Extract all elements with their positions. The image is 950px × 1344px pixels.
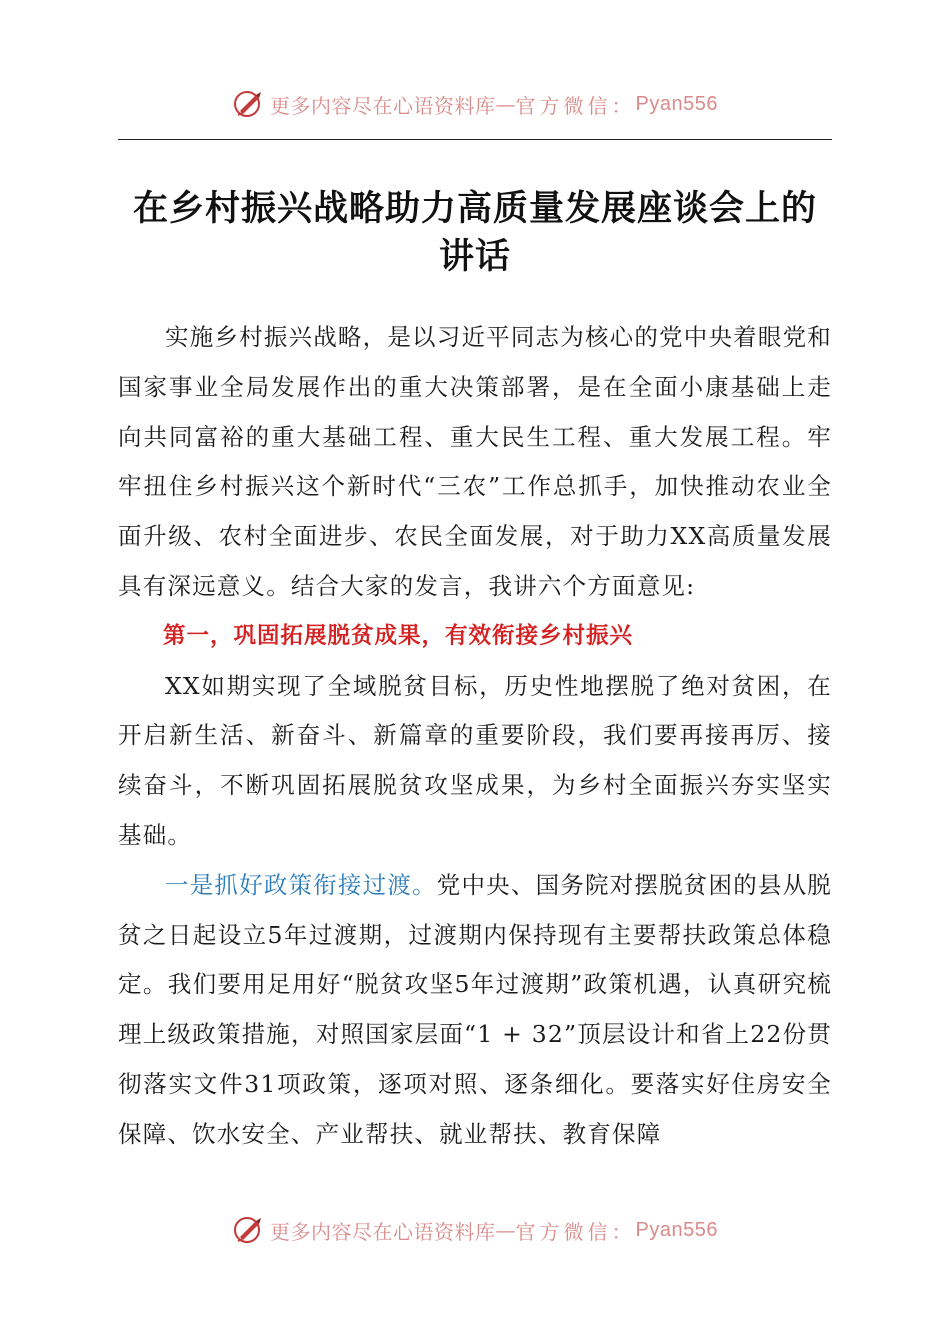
footer-watermark-separator: — — [495, 1218, 516, 1242]
point-1-body: 党中央、国务院对摆脱贫困的县从脱贫之日起设立5年过渡期，过渡期内保持现有主要帮扶政策总体稳定。我们要用足用好“脱贫攻坚5年过渡期”政策机遇，认真研究梳理上级政策措施，对照国家层面“1 + 32”顶层设计和省上22份贯彻落实文件31项政策，逐项对照、逐条细化。要落实好住房安全保障、饮水安全、产业帮扶、就业帮扶、教育保障 — [118, 870, 833, 1148]
intro-paragraph: 实施乡村振兴战略，是以习近平同志为核心的党中央着眼党和国家事业全局发展作出的重大决策部署，是在全面小康基础上走向共同富裕的重大基础工程、重大民生工程、重大发展工程。牢牢扭住乡村振兴这个新时代“三农”工作总抓手，加快推动农业全面升级、农村全面进步、农民全面发展，对于助力XX高质量发展具有深远意义。结合大家的发言，我讲六个方面意见: — [118, 323, 832, 600]
footer-watermark — [0, 1210, 950, 1250]
header-divider — [118, 139, 832, 140]
section-heading-1: 第一，巩固拓展脱贫成果，有效衔接乡村振兴 — [163, 622, 634, 649]
watermark-brand: 更多内容尽在心语资料库 — [270, 93, 496, 118]
watermark-separator: — — [495, 92, 516, 116]
watermark-wechat-label: 官方微信： — [515, 93, 636, 118]
document-title: 在乡村振兴战略助力高质量发展座谈会上的讲话 — [132, 188, 817, 278]
document-body — [118, 313, 832, 1160]
footer-watermark-wechat-id: Pyan556 — [635, 1218, 718, 1241]
pen-logo-icon — [232, 87, 266, 121]
section-1-paragraph: XX如期实现了全域脱贫目标，历史性地摆脱了绝对贫困，在开启新生活、新奋斗、新篇章的重要阶段，我们要再接再厉、接续奋斗，不断巩固拓展脱贫攻坚成果，为乡村全面振兴夯实坚实基础。 — [118, 671, 832, 849]
watermark-wechat-id: Pyan556 — [635, 92, 718, 115]
header-watermark — [0, 84, 950, 124]
footer-watermark-wechat-label: 官方微信： — [515, 1219, 636, 1244]
point-1-lead: 一是抓好政策衔接过渡。 — [165, 870, 437, 899]
pen-logo-icon — [232, 1213, 266, 1247]
footer-watermark-brand: 更多内容尽在心语资料库 — [270, 1219, 496, 1244]
point-1-paragraph — [118, 861, 832, 1160]
